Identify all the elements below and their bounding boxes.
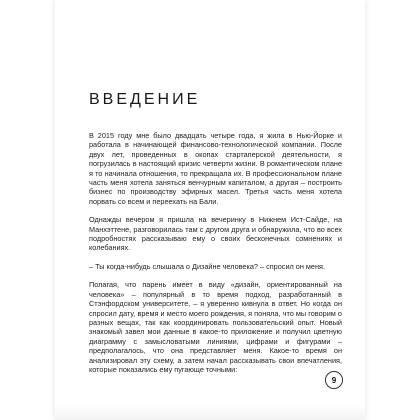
page-bottom-edge [55, 405, 365, 420]
page-number: 9 [325, 371, 343, 389]
body-text [89, 131, 342, 383]
paragraph: Полагая, что парень имеет в виду «дизайн, ориентированный на человека» – популярный в то время подход, разработанный в Стэнфордском университете, – я уверенно кивнула в ответ. Но когда он спросил дату, время и место моего рождения, я поняла, что мы говорим о разных вещах, так как координировать пользовательский опыт. Новый знакомый завел мои данные в какое-то приложение и получил цветную диаграмму с замысловатыми линиями, цифрами и фигурами – предполагалось, что она представляет меня. Какое-то время он анализировал эту схему, а затем начал рассказывать свои впечатления, которые показались ему пугающе точными: [89, 280, 342, 374]
chapter-heading: ВВЕДЕНИЕ [89, 91, 201, 108]
paragraph: В 2015 году мне было двадцать четыре года, я жила в Нью-Йорке и работала в начинающей финансово-технологической компании. После двух лет, проведенных в окопах стартаперской деятельности, я погрузилась в настоящий кризис четверти жизни. В романтическом плане я то начинала отношения, то прекращала их. В профессиональном плане часть меня хотела заняться венчурным капиталом, а другая – построить бизнес по производству эфирных масел. Третья часть меня хотела порвать со всем и переехать на Бали. [89, 131, 342, 206]
paragraph: Однажды вечером я пришла на вечеринку в Нижнем Ист-Сайде, на Манхэттене, разговорилась там с другом друга и обнаружила, что во всех подробностях рассказываю ему о своих бесконечных сомнениях и колебаниях. [89, 215, 342, 253]
paragraph: – Ты когда-нибудь слышала о Дизайне человека? – спросил он меня. [89, 261, 326, 271]
